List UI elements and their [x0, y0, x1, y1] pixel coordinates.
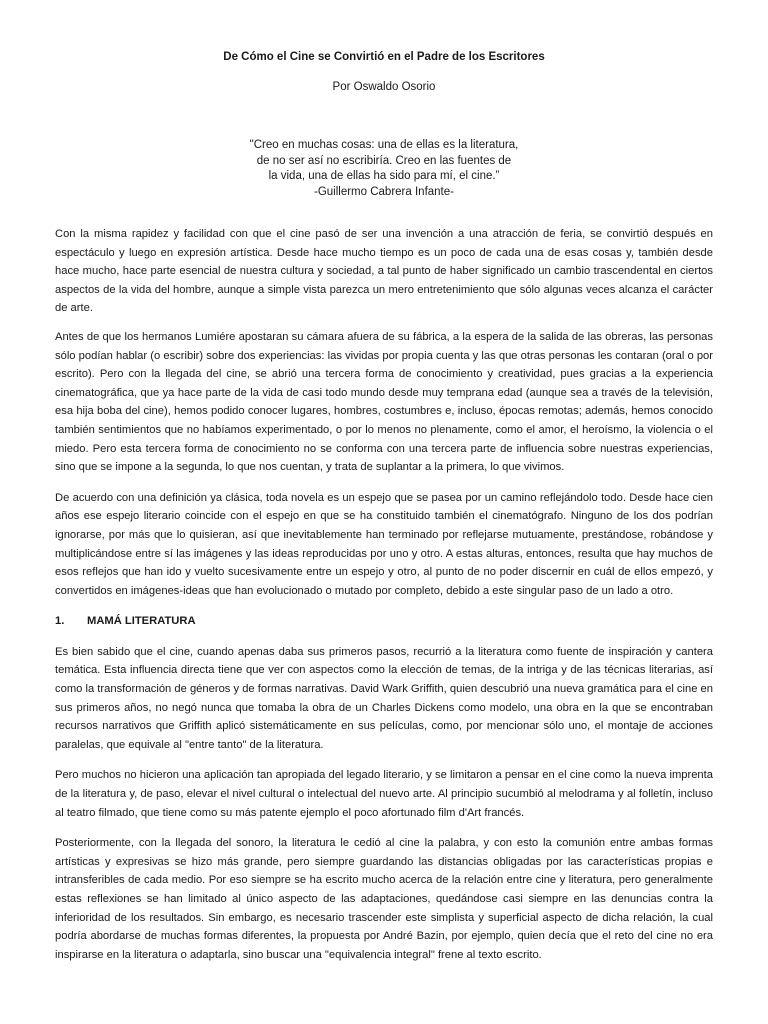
section-heading [55, 612, 713, 631]
body-paragraph: Antes de que los hermanos Lumiére apostaran su cámara afuera de su fábrica, a la espera de la salida de las obreras, las personas sólo podían hablar (o escribir) sobre dos experiencias: las vividas por propia cuenta y las que otras personas les contaran (oral o por escrito). Pero con la llegada del cine, se abrió una tercera forma de conocimiento y creatividad, pues gracias a la experiencia cinematográfica, que ya hace parte de la vida de casi todo mundo desde muy temprana edad (aunque sea a través de la televisión, esa hija boba del cine), hemos podido conocer lugares, hombres, costumbres e, incluso, épocas remotas; además, hemos conocido también sentimientos que no habíamos experimentado, o por lo menos no plenamente, como el amor, el heroísmo, la violencia o el miedo. Pero esta tercera forma de conocimiento no se conforma con una tercera parte de influencia sobre nuestras experiencias, sino que se impone a la segunda, lo que nos cuentan, y trata de suplantar a la primera, lo que vivimos. [55, 330, 713, 474]
section-title: MAMÁ LITERATURA [87, 615, 196, 628]
body-paragraph: Con la misma rapidez y facilidad con que el cine pasó de ser una invención a una atracción de feria, se convirtió después en espectáculo y luego en expresión artística. Desde hace mucho tiempo es un poco de cada una de esas cosas y, también desde hace mucho, hace parte esencial de nuestra cultura y sociedad, a tal punto de haber significado un cambio trascendental en ciertos aspectos de la vida del hombre, aunque a simple vista parezca un mero entretenimiento que sólo algunas veces alcanza el carácter de arte. [55, 228, 713, 315]
epigraph-line: de no ser así no escribiría. Creo en las fuentes de [256, 154, 512, 167]
body-paragraph: Pero muchos no hicieron una aplicación tan apropiada del legado literario, y se limitaron a pensar en el cine como la nueva imprenta de la literatura y, de paso, elevar el nivel cultural o intelectual del nuevo arte. Al principio sucumbió al melodrama y al folletín, incluso al teatro filmado, que tiene como su más patente ejemplo el poco afortunado film d'Art francés. [55, 769, 713, 819]
epigraph-attribution: -Guillermo Cabrera Infante- [314, 185, 454, 198]
epigraph-line: la vida, una de ellas ha sido para mí, el cine.” [268, 170, 500, 182]
section-number: 1. [55, 615, 65, 628]
body-paragraph: Posteriormente, con la llegada del sonoro, la literatura le cedió al cine la palabra, y con esto la comunión entre ambas formas artísticas y expresivas se hizo más grande, pero siempre guardando las distancias obligadas por las características propias e intransferibles de cada medio. Por eso siempre se ha escrito mucho acerca de la relación entre cine y literatura, pero generalmente estas reflexiones se han limitado al único aspecto de las adaptaciones, quedándose casi siempre en las denuncias contra la inferioridad de los resultados. Sin embargo, es necesario trascender este simplista y superficial aspecto de dicha relación, la cual podría abordarse de muchas formas diferentes, la propuesta por André Bazin, por ejemplo, quien decía que el reto del cine no era inspirarse en la literatura o adaptarla, sino buscar una "equivalencia integral" frene al texto escrito. [55, 837, 713, 961]
document-author: Por Oswaldo Osorio [332, 81, 436, 93]
document-body [55, 225, 713, 976]
epigraph-line: "Creo en muchas cosas: una de ellas es la literatura, [249, 139, 519, 151]
body-paragraph: Es bien sabido que el cine, cuando apenas daba sus primeros pasos, recurrió a la literatura como fuente de inspiración y cantera temática. Esta influencia directa tiene que ver con aspectos como la elección de temas, de la intriga y de las técnicas literarias, así como la transformación de géneros y de formas narrativas. David Wark Griffith, quien descubrió una nueva gramática para el cine en sus primeros años, no negó nunca que tomaba la obra de un Charles Dickens como modelo, una obra en la que se encontraban recursos narrativos que Griffith aplicó sistemáticamente en sus películas, como, por mencionar sólo uno, el montaje de acciones paralelas, que equivale al "entre tanto" de la literatura. [55, 645, 713, 751]
epigraph [0, 138, 768, 200]
document-title: De Cómo el Cine se Convirtió en el Padre de los Escritores [223, 51, 545, 63]
body-paragraph: De acuerdo con una definición ya clásica, toda novela es un espejo que se pasea por un camino reflejándolo todo. Desde hace cien años ese espejo literario coincide con el espejo en que se ha constituido también el cinematógrafo. Ninguno de los dos podrían ignorarse, por más que lo quisieran, así que inevitablemente han terminado por reflejarse mutuamente, prestándose, robándose y multiplicándose entre sí las imágenes y las ideas reproducidas por uno y otro. A estas alturas, entonces, resulta que hay muchos de esos reflejos que han ido y vuelto sucesivamente entre un espejo y otro, al punto de no poder discernir en cuál de ellos empezó, y convertidos en imágenes-ideas que han evolucionado o mutado por completo, debido a este singular paso de un lado a otro. [55, 491, 713, 597]
